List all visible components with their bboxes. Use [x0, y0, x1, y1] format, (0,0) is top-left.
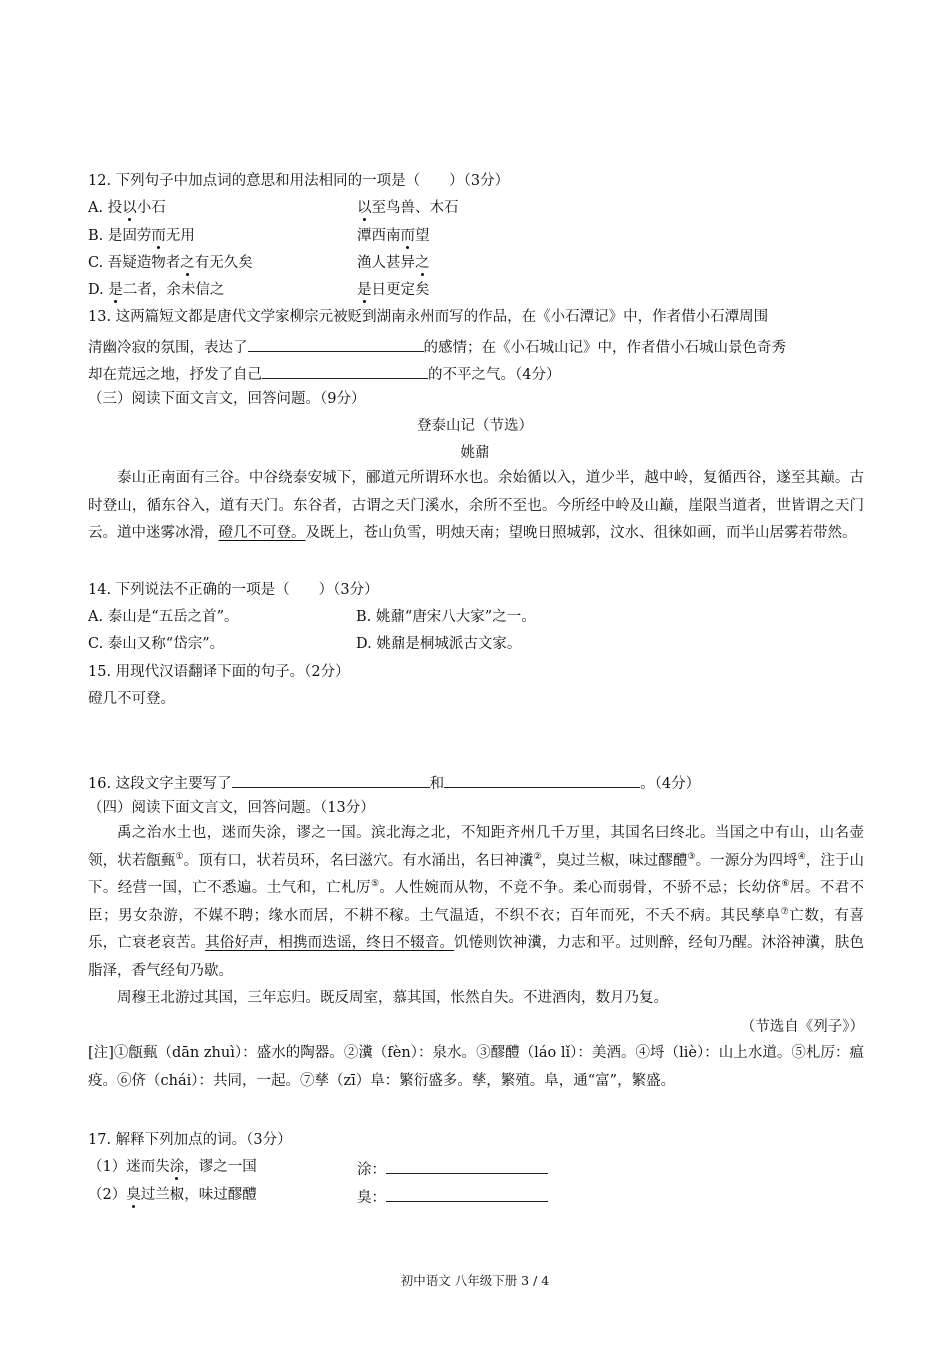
dotted-char: 涂 [169, 1159, 185, 1175]
answer-blank[interactable] [444, 771, 640, 788]
q16-stem: 16. 这段文字主要写了 和 。（4分） [88, 771, 700, 794]
passage-4-paragraph-1: 禹之治水土也，迷而失涂，谬之一国。滨北海之北，不知距齐州几千万里，其国名曰终北。当国之中有山，山名壶领，状若甔甀①。顶有口，状若员环，名曰滋穴。有水涌出，名曰神瀵②，臭过兰椒，味过醪醴③。一源分为四埒④，注于山下。经营一国，亡不悉遍。土气和，亡札厉⑤。人性婉而从物，不竞不争。柔心而弱骨，不骄不忌；长幼侪⑥居。不君不臣；男女杂游，不媒不聘；缘水而居，不耕不稼。土气温适，不织不衣；百年而死，不夭不病。其民孳阜⑦亡数，有喜乐，亡衰老哀苦。其俗好声，相携而迭谣，终日不辍音。饥惓则饮神瀵，力志和平。过则醉，经旬乃醒。沐浴神瀵，肤色脂泽，香气经旬乃歇。 [88, 825, 865, 979]
q17-answer-2: 臭： [357, 1185, 548, 1208]
dotted-char: 以 [357, 200, 372, 216]
dotted-char: 臭 [126, 1187, 141, 1203]
dotted-char: 之 [415, 255, 430, 271]
annotation-notes: [注]①甔甀（dān zhuì）：盛水的陶器。②瀵（fèn）：泉水。③醪醴（láo lǐ）：美酒。④埒（liè）：山上水道。⑤札厉：瘟疫。⑥侪（chái）：共同，一起。⑦孳（zī）阜：繁衍盛多。孳，繁殖。阜，通“富”，繁盛。 [88, 1045, 864, 1089]
answer-blank[interactable] [248, 335, 424, 352]
passage-author: 姚鼐 [460, 445, 490, 461]
dotted-char: 而 [400, 228, 415, 244]
dotted-char: 以 [122, 200, 137, 216]
q12-option-b-left: B. 是固劳而无用 [88, 228, 195, 244]
answer-blank[interactable] [386, 1185, 548, 1202]
dotted-char: 是 [108, 282, 123, 298]
page-footer: 初中语文 八年级下册 3 / 4 [400, 1273, 550, 1288]
q14-stem: 14. 下列说法不正确的一项是（ ）（3分） [88, 582, 379, 598]
underlined-sentence: 其俗好声，相携而迭谣，终日不辍音。 [205, 935, 455, 951]
q13-line-2: 清幽冷寂的氛围，表达了 的感情；在《小石城山记》中，作者借小石城山景色奇秀 [88, 335, 786, 358]
q12-option-d-left: D. 是二者，余未信之 [88, 282, 225, 298]
q12-option-d-right: 是日更定矣 [357, 282, 430, 298]
q14-option-b: B. 姚鼐“唐宋八大家”之一。 [356, 609, 536, 625]
q13-line-1: 13. 这两篇短文都是唐代文学家柳宗元被贬到湖南永州而写的作品，在《小石潭记》中，作者借小石潭周围 [88, 309, 769, 325]
q17-stem: 17. 解释下列加点的词。（3分） [88, 1132, 292, 1148]
q12-option-a-left: A. 投以小石 [88, 200, 166, 216]
q12-option-c-left: C. 吾疑造物者之有无久矣 [88, 255, 253, 271]
passage-source: （节选自《列子》） [740, 1019, 864, 1035]
answer-blank[interactable] [232, 771, 430, 788]
section-4-heading: （四）阅读下面文言文，回答问题。（13分） [88, 800, 375, 816]
q12-option-a-right: 以至鸟兽、木石 [357, 200, 459, 216]
passage-title: 登泰山记（节选） [417, 418, 533, 434]
q15-sentence: 磴几不可登。 [88, 691, 175, 707]
q12-stem: 12. 下列句子中加点词的意思和用法相同的一项是（ ）（3分） [88, 173, 510, 189]
answer-blank[interactable] [262, 362, 428, 379]
underlined-sentence: 磴几不可登。 [218, 525, 306, 541]
dotted-char: 而 [151, 228, 166, 244]
q14-option-a: A. 泰山是“五岳之首”。 [88, 609, 239, 625]
q14-option-d: D. 姚鼐是桐城派古文家。 [356, 636, 522, 652]
q14-option-c: C. 泰山又称“岱宗”。 [88, 636, 225, 652]
q13-line-3: 却在荒远之地，抒发了自己 的不平之气。（4分） [88, 362, 560, 385]
q17-answer-1: 涂： [357, 1157, 548, 1180]
passage-4-paragraph-2: 周穆王北游过其国，三年忘归。既反周室，慕其国，怅然自失。不进酒肉，数月乃复。 [117, 990, 668, 1006]
q15-stem: 15. 用现代汉语翻译下面的句子。（2分） [88, 664, 350, 680]
dotted-char: 之 [180, 255, 195, 271]
q17-item-1: （1）迷而失涂，谬之一国 [88, 1159, 257, 1175]
section-3-heading: （三）阅读下面文言文，回答问题。（9分） [88, 391, 366, 407]
passage-3-paragraph: 泰山正南面有三谷。中谷绕泰安城下，郦道元所谓环水也。余始循以入，道少半，越中岭，复循西谷，遂至其巅。古时登山，循东谷入，道有天门。东谷者，古谓之天门溪水，余所不至也。今所经中岭及山巅，崖限当道者，世皆谓之天门云。道中迷雾冰滑，磴几不可登。及既上，苍山负雪，明烛天南；望晚日照城郭，汶水、徂徕如画，而半山居雾若带然。 [88, 470, 864, 541]
q12-option-c-right: 渔人甚异之 [357, 255, 430, 271]
answer-blank[interactable] [386, 1157, 548, 1174]
q17-item-2: （2）臭过兰椒，味过醪醴 [88, 1187, 257, 1203]
dotted-char: 是 [357, 282, 372, 298]
q12-option-b-right: 潭西南而望 [357, 228, 430, 244]
